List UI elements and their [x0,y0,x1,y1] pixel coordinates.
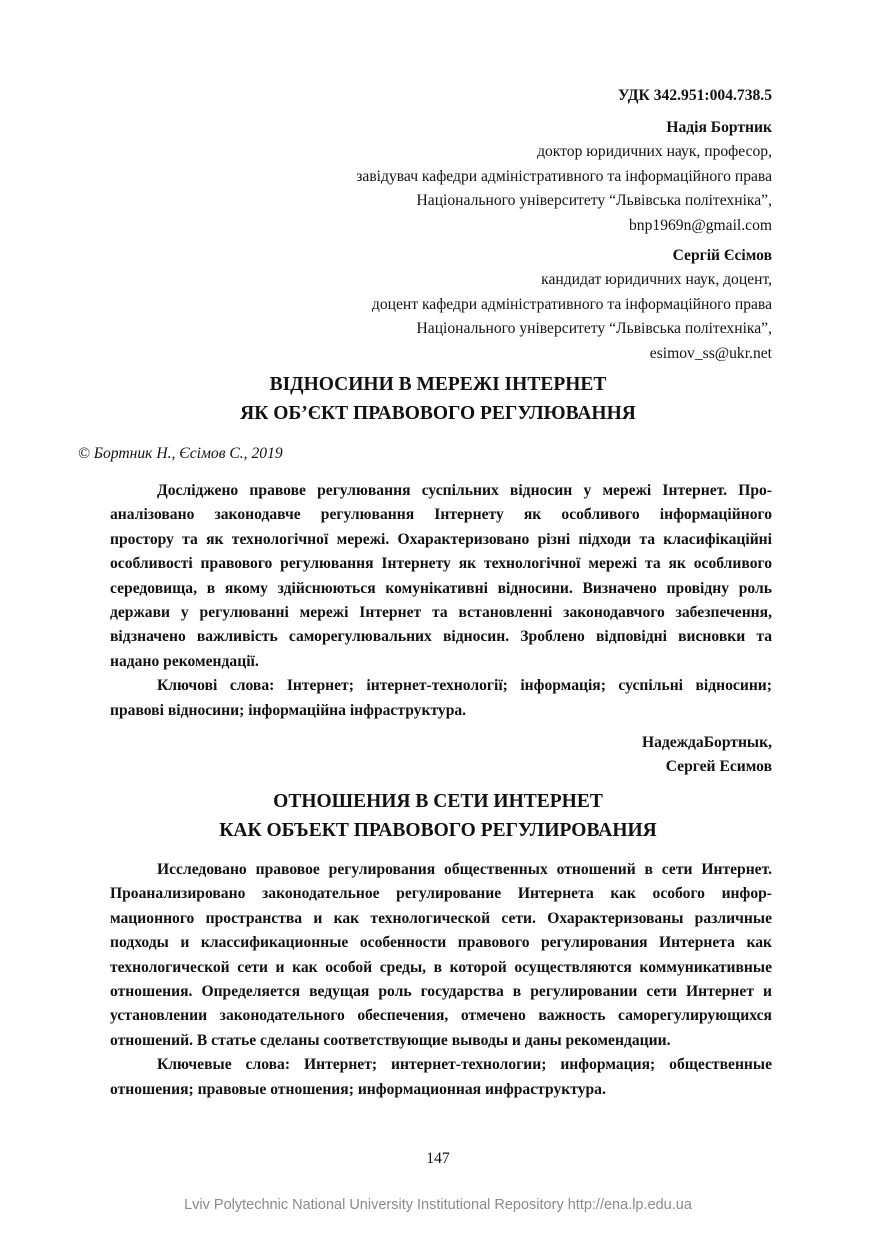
repository-footer: Lviv Polytechnic National University Institutional Repository http://ena.lp.edu.ua [184,1197,692,1213]
page-number: 147 [426,1150,450,1167]
abstract-line: отношений. В статье сделаны соответствующие выводы и даны рекомендации. [110,1031,671,1049]
abstract-line: простору та як технологічної мережі. Охарактеризовано різні підходи та класифікаційні [110,530,772,548]
abstract-line: Проанализировано законодательное регулирование Интернета как особого инфор- [110,885,772,903]
keywords-label: Ключевые слова: [157,1056,291,1074]
author-name: Надія Бортник [666,119,772,136]
author-affiliation: кандидат юридичних наук, доцент, [541,271,772,289]
title-ua [0,370,876,428]
author-name: Сергій Єсімов [672,247,772,264]
abstract-line: Исследовано правовое регулирования общественных отношений в сети Интернет. [157,861,772,878]
abstract-ua [110,479,772,723]
author-name: НадеждаБортнык, [641,734,772,751]
abstract-line: отношения. Определяется ведущая роль государства в регулировании сети Интернет и [110,983,772,1001]
author-name: Сергей Есимов [665,758,772,776]
abstract-line: установлении законодательного обеспечения, отмечено важность саморегулирующихся [110,1007,772,1025]
author-affiliation: Національного університету “Львівська політехніка”, [416,320,772,338]
keywords-text: отношения; правовые отношения; информационная инфраструктура. [110,1080,606,1098]
title-line: ОТНОШЕНИЯ В СЕТИ ИНТЕРНЕТ [273,791,603,812]
author-email: bnp1969n@gmail.com [629,216,772,234]
keywords-text: Интернет; интернет-технологии; информация; общественные [303,1056,773,1074]
title-line: КАК ОБЪЕКТ ПРАВОВОГО РЕГУЛИРОВАНИЯ [219,820,657,841]
title-line: ВІДНОСИНИ В МЕРЕЖІ ІНТЕРНЕТ [269,374,607,395]
copyright: © Бортник Н., Єсімов С., 2019 [78,445,283,462]
abstract-line: особливості правового регулювання Інтернету як технологічної мережі та як особливого [110,555,772,573]
abstract-line: аналізовано законодавче регулювання Інтернету як особливого інформаційного [110,506,772,524]
udc-code: УДК 342.951:004.738.5 [617,87,772,104]
author-email: esimov_ss@ukr.net [649,344,772,362]
keywords-text: правові відносини; інформаційна інфраструктура. [110,701,467,719]
title-ru [0,787,876,845]
author-block-1 [356,116,772,238]
authors-ru [642,731,772,780]
abstract-line: середовища, в якому здійснюються комунікативні відносини. Визначено провідну роль [110,579,772,597]
abstract-line: подходы и классификационные особенности правового регулирования Интернета как [110,934,772,952]
abstract-ru [110,858,772,1102]
abstract-line: Досліджено правове регулювання суспільних відносин у мережі Інтернет. Про- [157,482,772,499]
abstract-line: мационного пространства и как технологической сети. Охарактеризованы различные [110,909,772,927]
author-block-2 [372,244,772,366]
keywords-ru [110,1053,772,1077]
author-affiliation: доцент кафедри адміністративного та інформаційного права [371,295,772,313]
abstract-line: держави у регулюванні мережі Інтернет та встановленні законодавчого забезпечення, [110,604,772,622]
abstract-line: відзначено важливість саморегулювальних відносин. Зроблено відповідні висновки та [110,628,772,646]
abstract-line: надано рекомендації. [110,652,259,670]
keywords-label: Ключові слова: [157,677,275,695]
author-affiliation: завідувач кафедри адміністративного та інформаційного права [356,167,772,185]
keywords-ua [110,674,772,698]
title-line: ЯК ОБ’ЄКТ ПРАВОВОГО РЕГУЛЮВАННЯ [240,403,636,424]
abstract-line: технологической сети и как особой среды, в которой осуществляются коммуникативные [110,958,772,976]
keywords-text: Інтернет; інтернет-технології; інформація; суспільні відносини; [286,677,772,695]
author-affiliation: Національного університету “Львівська політехніка”, [416,192,772,210]
author-affiliation: доктор юридичних наук, професор, [537,143,772,161]
